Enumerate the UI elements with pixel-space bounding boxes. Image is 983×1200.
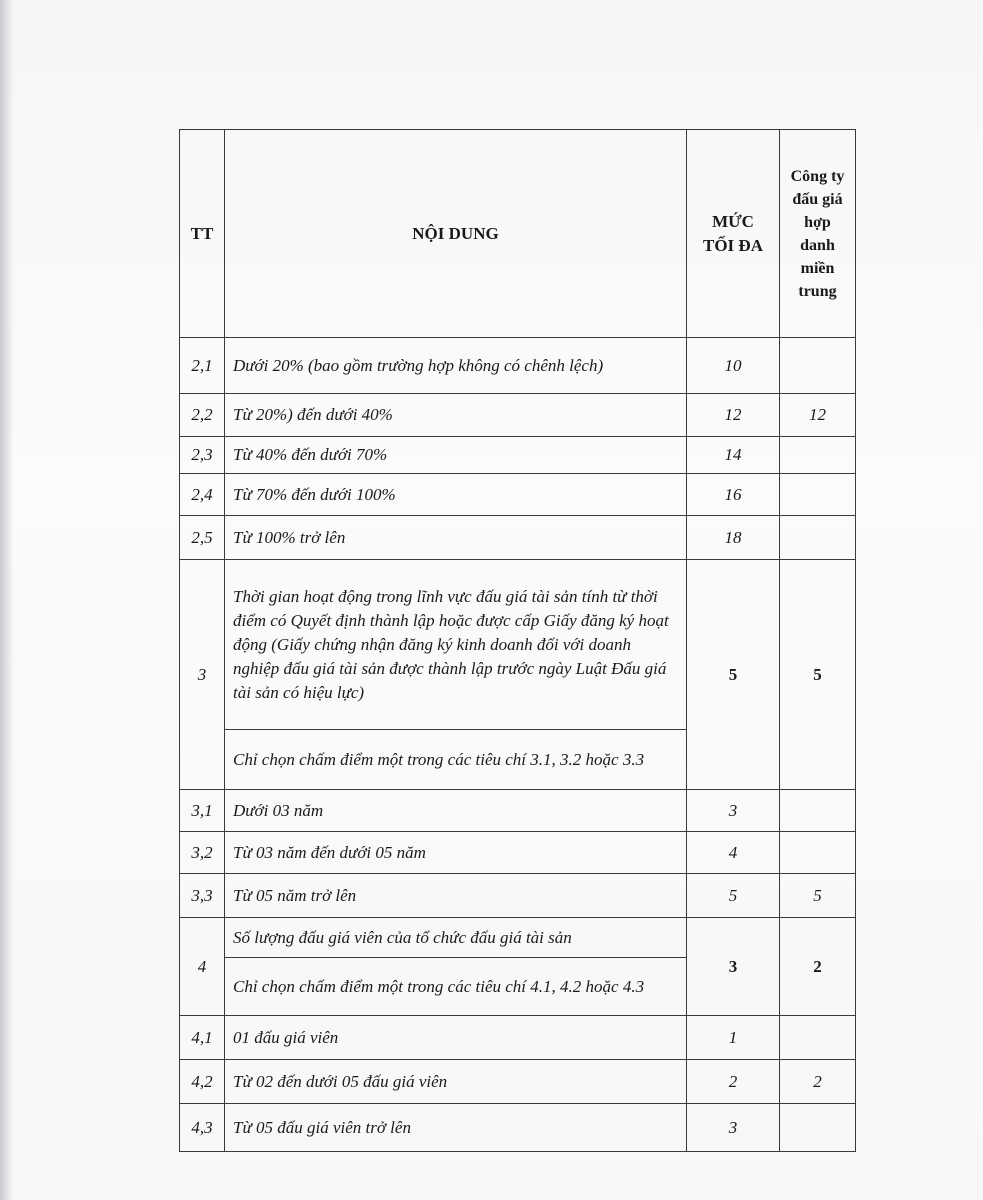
header-content: NỘI DUNG xyxy=(225,130,687,338)
row-company: 12 xyxy=(780,394,856,437)
row-content: Từ 20%) đến dưới 40% xyxy=(225,394,687,437)
row-company: 5 xyxy=(780,874,856,918)
row-company xyxy=(780,338,856,394)
row-content: Từ 40% đến dưới 70% xyxy=(225,437,687,474)
table-row xyxy=(180,1060,856,1104)
table-row xyxy=(180,394,856,437)
table-row xyxy=(180,516,856,560)
row-company xyxy=(780,832,856,874)
margin-stamp-marks xyxy=(968,600,980,770)
row-company xyxy=(780,437,856,474)
row-max: 4 xyxy=(687,832,780,874)
table-row xyxy=(180,790,856,832)
row-content: Từ 05 đấu giá viên trở lên xyxy=(225,1104,687,1152)
row-tt: 2,2 xyxy=(180,394,225,437)
row-tt: 4,1 xyxy=(180,1016,225,1060)
row-max: 10 xyxy=(687,338,780,394)
row-tt: 3 xyxy=(180,560,225,790)
row-note: Chỉ chọn chấm điểm một trong các tiêu chí 4.1, 4.2 hoặc 4.3 xyxy=(225,958,687,1016)
table-row xyxy=(180,1104,856,1152)
row-content: Từ 02 đến dưới 05 đấu giá viên xyxy=(225,1060,687,1104)
row-tt: 2,3 xyxy=(180,437,225,474)
row-max: 3 xyxy=(687,790,780,832)
row-tt: 2,1 xyxy=(180,338,225,394)
row-company xyxy=(780,1104,856,1152)
row-company: 5 xyxy=(780,560,856,790)
header-company: Công ty đấu giá hợp danh miền trung xyxy=(780,130,856,338)
row-company xyxy=(780,474,856,516)
row-content: Số lượng đấu giá viên của tổ chức đấu giá tài sản xyxy=(225,918,687,958)
row-company: 2 xyxy=(780,918,856,1016)
row-content: Thời gian hoạt động trong lĩnh vực đấu giá tài sản tính từ thời điểm có Quyết định thành lập hoặc được cấp Giấy đăng ký hoạt động (Giấy chứng nhận đăng ký kinh doanh đối với doanh nghiệp đấu giá tài sản được thành lập trước ngày Luật Đấu giá tài sản có hiệu lực) xyxy=(225,560,687,730)
table-row xyxy=(180,832,856,874)
header-tt: TT xyxy=(180,130,225,338)
row-max: 18 xyxy=(687,516,780,560)
row-content: Từ 05 năm trở lên xyxy=(225,874,687,918)
row-content: Từ 03 năm đến dưới 05 năm xyxy=(225,832,687,874)
row-tt: 2,5 xyxy=(180,516,225,560)
row-tt: 4,3 xyxy=(180,1104,225,1152)
table-row xyxy=(180,874,856,918)
row-max: 14 xyxy=(687,437,780,474)
scoring-table xyxy=(179,129,856,1152)
row-max: 1 xyxy=(687,1016,780,1060)
row-company xyxy=(780,516,856,560)
table-row xyxy=(180,560,856,730)
row-tt: 4 xyxy=(180,918,225,1016)
row-tt: 3,2 xyxy=(180,832,225,874)
row-note: Chỉ chọn chấm điểm một trong các tiêu chí 3.1, 3.2 hoặc 3.3 xyxy=(225,730,687,790)
row-max: 3 xyxy=(687,918,780,1016)
row-max: 5 xyxy=(687,874,780,918)
row-max: 5 xyxy=(687,560,780,790)
row-tt: 2,4 xyxy=(180,474,225,516)
row-content: 01 đấu giá viên xyxy=(225,1016,687,1060)
table-header-row xyxy=(180,130,856,338)
row-max: 2 xyxy=(687,1060,780,1104)
row-tt: 3,3 xyxy=(180,874,225,918)
page-edge-shadow xyxy=(0,0,14,1200)
row-content: Dưới 20% (bao gồm trường hợp không có chênh lệch) xyxy=(225,338,687,394)
table-row xyxy=(180,918,856,958)
row-max: 12 xyxy=(687,394,780,437)
row-company: 2 xyxy=(780,1060,856,1104)
row-max: 16 xyxy=(687,474,780,516)
table-row xyxy=(180,338,856,394)
table-row xyxy=(180,437,856,474)
row-company xyxy=(780,790,856,832)
row-content: Dưới 03 năm xyxy=(225,790,687,832)
row-tt: 3,1 xyxy=(180,790,225,832)
table-row xyxy=(180,1016,856,1060)
row-content: Từ 70% đến dưới 100% xyxy=(225,474,687,516)
table-row xyxy=(180,474,856,516)
row-tt: 4,2 xyxy=(180,1060,225,1104)
row-content: Từ 100% trở lên xyxy=(225,516,687,560)
row-company xyxy=(780,1016,856,1060)
header-max: MỨC TỐI ĐA xyxy=(687,130,780,338)
row-max: 3 xyxy=(687,1104,780,1152)
